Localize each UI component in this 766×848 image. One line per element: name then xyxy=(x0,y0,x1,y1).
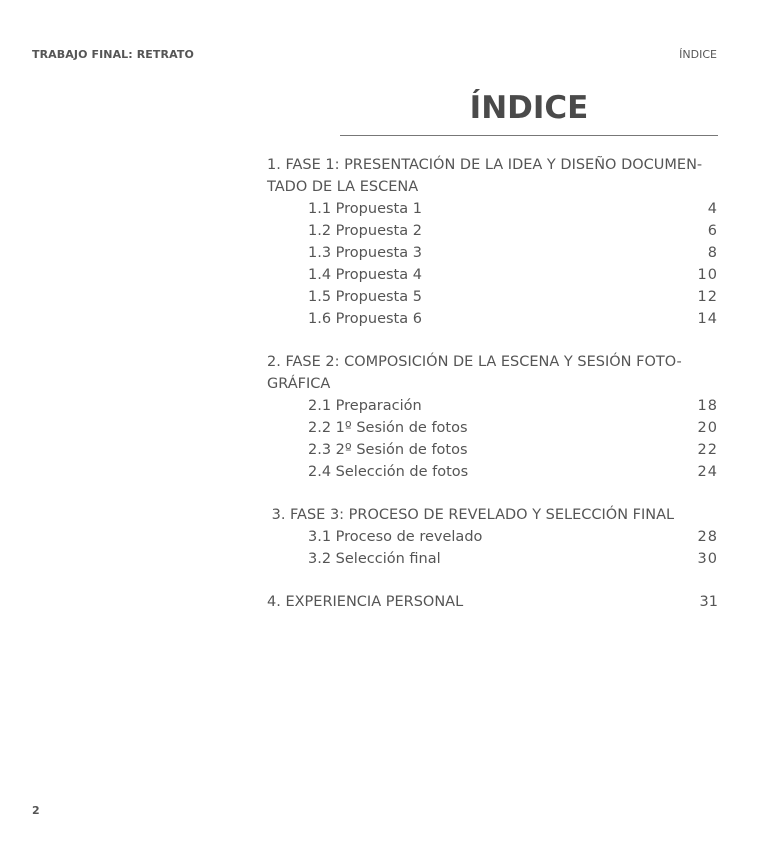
toc-entry[interactable] xyxy=(267,439,718,461)
toc-entry-label: 2.3 2º Sesión de fotos xyxy=(308,442,468,458)
toc-entry[interactable] xyxy=(267,220,718,242)
toc-entry-label: 1.4 Propuesta 4 xyxy=(308,267,422,283)
toc-entry-page: 10 xyxy=(697,267,718,283)
toc-entry-page: 4 xyxy=(707,201,718,217)
toc-entry-page: 20 xyxy=(697,420,718,436)
toc-entry[interactable] xyxy=(267,548,718,570)
toc-heading-line: 1. FASE 1: PRESENTACIÓN DE LA IDEA Y DISEÑO DOCUMEN- xyxy=(267,157,703,173)
toc-entry-label: 3.1 Proceso de revelado xyxy=(308,529,483,545)
toc-heading[interactable] xyxy=(267,591,718,613)
page-title: ÍNDICE xyxy=(469,90,589,126)
toc-entry[interactable] xyxy=(267,198,718,220)
toc-section-3 xyxy=(267,504,718,570)
toc-entry-page: 28 xyxy=(697,529,718,545)
toc-section-4 xyxy=(267,591,718,613)
toc-heading-page: 31 xyxy=(699,594,718,610)
toc-entry-label: 1.1 Propuesta 1 xyxy=(308,201,422,217)
toc-entry-label: 1.6 Propuesta 6 xyxy=(308,311,422,327)
toc-entry-page: 6 xyxy=(707,223,718,239)
toc-entry[interactable] xyxy=(267,526,718,548)
toc-entry-label: 2.1 Preparación xyxy=(308,398,422,414)
toc-entry[interactable] xyxy=(267,308,718,330)
toc-heading[interactable] xyxy=(267,154,718,198)
toc-heading-line: 4. EXPERIENCIA PERSONAL xyxy=(267,594,464,610)
toc-entry[interactable] xyxy=(267,395,718,417)
toc-entry-label: 3.2 Selección final xyxy=(308,551,441,567)
toc-heading-line: GRÁFICA xyxy=(267,376,331,392)
toc-entry[interactable] xyxy=(267,461,718,483)
toc-entry-page: 14 xyxy=(697,311,718,327)
running-header-section: ÍNDICE xyxy=(679,48,717,61)
toc-entry-label: 2.4 Selección de fotos xyxy=(308,464,469,480)
toc-entry[interactable] xyxy=(267,417,718,439)
page-number: 2 xyxy=(32,804,40,817)
running-header-title: TRABAJO FINAL: RETRATO xyxy=(32,48,194,61)
toc-entry-label: 2.2 1º Sesión de fotos xyxy=(308,420,468,436)
toc-heading-line: 3. FASE 3: PROCESO DE REVELADO Y SELECCIÓN FINAL xyxy=(267,507,675,523)
toc-heading[interactable] xyxy=(267,351,718,395)
toc-entry-page: 12 xyxy=(697,289,718,305)
toc-heading[interactable] xyxy=(267,504,718,526)
toc-heading-line: TADO DE LA ESCENA xyxy=(267,179,419,195)
toc-section-1 xyxy=(267,154,718,330)
toc-entry-page: 8 xyxy=(707,245,718,261)
toc-section-2 xyxy=(267,351,718,483)
toc-entry-label: 1.5 Propuesta 5 xyxy=(308,289,422,305)
title-underline xyxy=(340,135,718,136)
toc-entry-label: 1.3 Propuesta 3 xyxy=(308,245,422,261)
toc-entry-page: 18 xyxy=(697,398,718,414)
toc-entry-page: 22 xyxy=(697,442,718,458)
toc-entry[interactable] xyxy=(267,286,718,308)
toc-heading-line: 2. FASE 2: COMPOSICIÓN DE LA ESCENA Y SESIÓN FOTO- xyxy=(267,354,682,370)
toc-entry-page: 24 xyxy=(697,464,718,480)
toc-entry[interactable] xyxy=(267,264,718,286)
table-of-contents xyxy=(267,154,718,613)
toc-entry[interactable] xyxy=(267,242,718,264)
toc-entry-page: 30 xyxy=(697,551,718,567)
toc-entry-label: 1.2 Propuesta 2 xyxy=(308,223,422,239)
